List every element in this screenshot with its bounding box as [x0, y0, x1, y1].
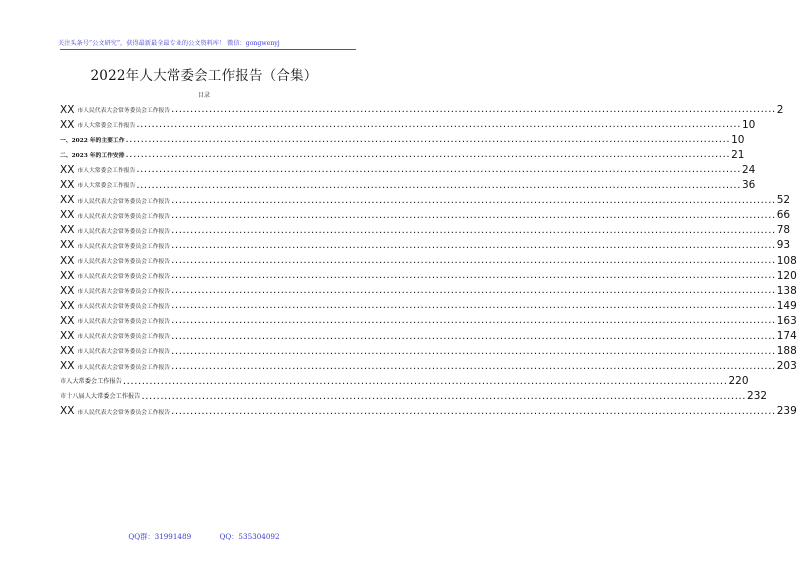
toc-dot-leader: ................................................................................................................................................................ [136, 164, 741, 176]
toc-entry-title: 市人民代表大会常务委员会工作报告 [77, 334, 171, 341]
toc-dot-leader: ................................................................................................................................................................ [122, 375, 728, 387]
toc-entry[interactable] [60, 402, 797, 418]
toc-dot-leader: ................................................................................................................................................................ [171, 345, 776, 357]
toc-entry-prefix: XX [60, 103, 75, 116]
toc-entry-page-number: 21 [731, 148, 745, 161]
toc-entry-page-number: 120 [776, 269, 797, 282]
toc-entry[interactable] [60, 175, 756, 192]
toc-entry-page-number: 2 [776, 103, 784, 116]
toc-entry-page-number: 239 [776, 405, 797, 418]
document-title: 2022年人大常委会工作报告（合集） [90, 68, 318, 84]
toc-entry-title: 二、2023 年的工作安排 [60, 153, 125, 160]
toc-entry-title: 市人大常委会工作报告 [60, 378, 122, 386]
toc-entry[interactable] [60, 372, 749, 388]
toc-entry-prefix: XX [60, 194, 75, 207]
toc-heading: 目录 [197, 92, 210, 99]
toc-dot-leader: ................................................................................................................................................................ [171, 405, 776, 417]
toc-dot-leader: ................................................................................................................................................................ [171, 224, 776, 236]
toc-dot-leader: ................................................................................................................................................................ [136, 119, 741, 131]
toc-entry-prefix: XX [60, 330, 75, 342]
toc-entry-prefix: XX [60, 345, 75, 358]
footer-contact [0, 532, 408, 542]
toc-entry-title: 市人民代表大会常务委员会工作报告 [77, 243, 171, 250]
toc-dot-leader: ................................................................................................................................................................ [136, 179, 741, 191]
toc-entry-page-number: 232 [747, 390, 768, 403]
toc-entry-prefix: XX [60, 284, 75, 297]
toc-entry-title: 市人大常委会工作报告 [77, 183, 136, 190]
toc-dot-leader: ................................................................................................................................................................ [171, 315, 776, 327]
toc-entry-prefix: XX [60, 163, 75, 176]
toc-entry-title: 市人民代表大会常务委员会工作报告 [77, 198, 171, 205]
toc-dot-leader: ................................................................................................................................................................ [171, 330, 776, 342]
toc-dot-leader: ................................................................................................................................................................ [171, 300, 776, 312]
toc-entry[interactable] [60, 145, 745, 161]
toc-entry-prefix: XX [60, 405, 75, 418]
toc-entry-page-number: 52 [776, 194, 791, 207]
toc-entry-prefix: XX [60, 269, 75, 282]
footer-qq: QQ：535304092 [219, 532, 280, 541]
toc-entry[interactable] [60, 251, 797, 267]
toc-entry[interactable] [60, 130, 745, 146]
toc-entry-prefix: XX [60, 360, 75, 373]
toc-entry[interactable] [60, 296, 797, 312]
toc-entry[interactable] [60, 206, 791, 222]
toc-entry-page-number: 163 [776, 314, 797, 327]
toc-entry[interactable] [60, 357, 797, 373]
toc-dot-leader: ................................................................................................................................................................ [171, 255, 776, 267]
toc-entry-title: 一、2022 年的主要工作 [60, 138, 125, 145]
toc-entry-page-number: 10 [731, 133, 745, 146]
toc-entry[interactable] [60, 236, 791, 252]
toc-entry-title: 市人民代表大会常务委员会工作报告 [77, 228, 171, 235]
toc-entry-prefix: XX [60, 314, 75, 327]
toc-entry-page-number: 108 [776, 254, 797, 267]
toc-entry[interactable] [60, 266, 797, 282]
toc-entry-title: 市人民代表大会常务委员会工作报告 [77, 258, 171, 265]
toc-entry[interactable] [60, 281, 797, 297]
toc-entry-title: 市人民代表大会常务委员会工作报告 [77, 213, 171, 220]
toc-entry-title: 市人民代表大会常务委员会工作报告 [77, 364, 171, 371]
toc-dot-leader: ................................................................................................................................................................ [171, 360, 776, 372]
toc-dot-leader: ................................................................................................................................................................ [125, 134, 731, 146]
toc-entry-page-number: 24 [741, 163, 756, 176]
toc-entry-title: 市人民代表大会常务委员会工作报告 [77, 289, 171, 296]
toc-dot-leader: ................................................................................................................................................................ [171, 270, 776, 282]
toc-entry-page-number: 93 [776, 239, 791, 252]
toc-entry-page-number: 36 [741, 179, 756, 192]
toc-entry-prefix: XX [60, 224, 75, 237]
toc-entry[interactable] [60, 326, 797, 342]
toc-entry-title: 市十八届人大常委会工作报告 [60, 393, 141, 401]
toc-entry-title: 市人大常委会工作报告 [77, 123, 136, 130]
toc-dot-leader: ................................................................................................................................................................ [171, 194, 776, 206]
toc-entry-prefix: XX [60, 239, 75, 252]
toc-entry-page-number: 149 [776, 299, 797, 312]
toc-entry-title: 市人民代表大会常务委员会工作报告 [77, 304, 171, 311]
toc-dot-leader: ................................................................................................................................................................ [171, 104, 776, 116]
toc-entry-title: 市人民代表大会常务委员会工作报告 [77, 409, 171, 416]
toc-entry-title: 市人民代表大会常务委员会工作报告 [77, 107, 171, 114]
toc-entry-page-number: 188 [776, 345, 797, 358]
toc-entry[interactable] [60, 387, 768, 403]
toc-entry[interactable] [60, 342, 797, 358]
toc-dot-leader: ................................................................................................................................................................ [141, 390, 747, 402]
toc-entry-page-number: 78 [776, 224, 791, 237]
toc-entry-page-number: 220 [728, 375, 749, 388]
toc-entry-title: 市人民代表大会常务委员会工作报告 [77, 349, 171, 356]
toc-entry-prefix: XX [60, 209, 75, 222]
toc-entry-prefix: XX [60, 118, 75, 131]
toc-entry[interactable] [60, 100, 784, 116]
toc-dot-leader: ................................................................................................................................................................ [171, 285, 776, 297]
toc-entry-title: 市人大常委会工作报告 [77, 168, 136, 175]
toc-entry-page-number: 66 [776, 209, 791, 222]
toc-entry-prefix: XX [60, 299, 75, 312]
toc-entry[interactable] [60, 115, 756, 131]
table-of-contents [60, 100, 797, 418]
toc-dot-leader: ................................................................................................................................................................ [125, 149, 731, 161]
footer-qq-group: QQ群：31991489 [128, 532, 192, 541]
header-note: 关注头条号“公文研究”，获得最新最全最专业的公文资料库！ 微信：gongwenyj [58, 40, 280, 47]
toc-entry[interactable] [60, 311, 797, 327]
toc-entry-title: 市人民代表大会常务委员会工作报告 [77, 319, 171, 326]
toc-dot-leader: ................................................................................................................................................................ [171, 209, 776, 221]
toc-entry-prefix: XX [60, 179, 75, 192]
toc-entry-prefix: XX [60, 254, 75, 267]
toc-entry-page-number: 203 [776, 360, 797, 373]
toc-entry-title: 市人民代表大会常务委员会工作报告 [77, 274, 171, 281]
toc-entry-page-number: 138 [776, 284, 797, 297]
toc-entry-page-number: 10 [741, 118, 756, 131]
toc-entry[interactable] [60, 221, 791, 237]
toc-entry[interactable] [60, 160, 756, 176]
header-divider [60, 49, 356, 50]
toc-entry[interactable] [60, 191, 791, 207]
toc-dot-leader: ................................................................................................................................................................ [171, 239, 776, 251]
toc-entry-page-number: 174 [776, 330, 797, 342]
